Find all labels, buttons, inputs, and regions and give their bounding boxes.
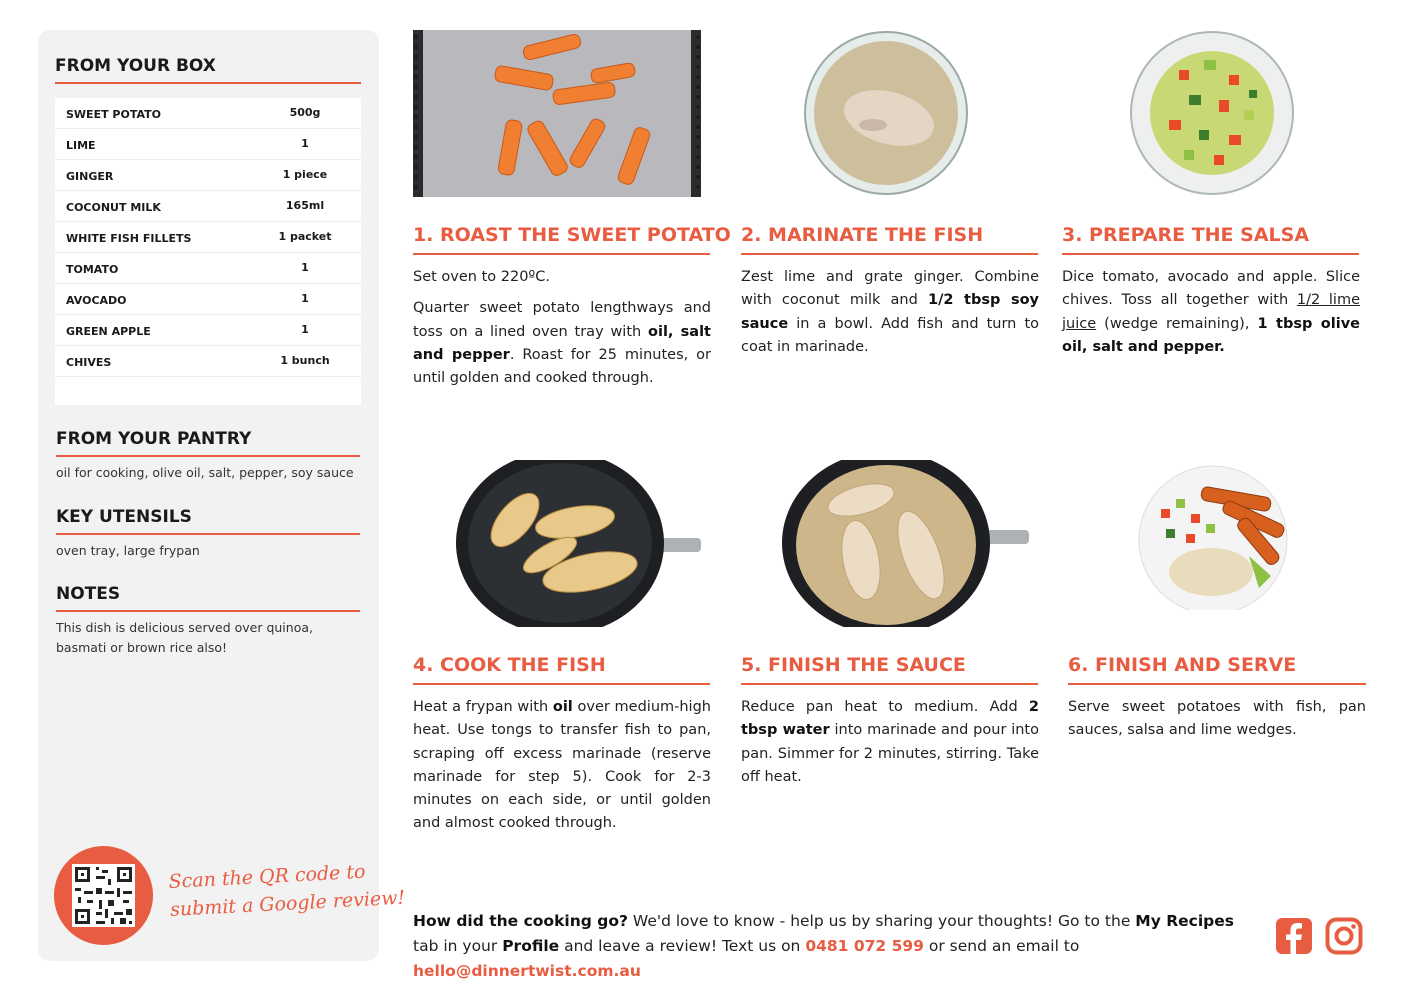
ingredient-qty: 1 bunch <box>280 354 330 367</box>
divider <box>413 683 710 685</box>
ingredient-name: GREEN APPLE <box>66 325 151 338</box>
ingredient-row <box>55 222 361 253</box>
ingredient-row <box>55 160 361 191</box>
divider <box>413 253 710 255</box>
marinate-fish-photo <box>803 30 969 196</box>
step-4-para <box>413 696 711 836</box>
step-6-body <box>1068 696 1366 751</box>
ingredient-name: AVOCADO <box>66 294 127 307</box>
my-recipes-label: My Recipes <box>1135 912 1234 930</box>
step-5-para <box>741 696 1039 789</box>
ingredient-row <box>55 191 361 222</box>
step-text: Heat a frypan with <box>413 699 553 715</box>
divider <box>55 82 361 84</box>
facebook-icon[interactable] <box>1275 917 1313 955</box>
ingredient-name: SWEET POTATO <box>66 108 161 121</box>
ingredient-qty: 1 packet <box>278 230 332 243</box>
step-6-para: Serve sweet potatoes with fish, pan sauces, salsa and lime wedges. <box>1068 699 1366 739</box>
step-bold: 1/2 tbsp soy sauce <box>741 292 1040 332</box>
step-text: over medium-high heat. Use tongs to transfer fish to pan, scraping off excess marinade (reserve marinade for step 5). Cook for 2-3 minutes on each side, or until golden and almost cooked through. <box>413 699 711 832</box>
instagram-icon[interactable] <box>1325 917 1363 955</box>
ingredient-name: TOMATO <box>66 263 119 276</box>
step-3-body <box>1062 266 1360 367</box>
step-bold: oil, salt and pepper <box>413 323 711 363</box>
step-2-body <box>741 266 1039 367</box>
finished-dish-photo <box>1131 464 1295 610</box>
ingredient-name: WHITE FISH FILLETS <box>66 232 192 245</box>
from-your-pantry-title: FROM YOUR PANTRY <box>56 429 252 449</box>
step-1-para-2 <box>413 297 711 390</box>
notes-title: NOTES <box>56 584 121 604</box>
divider <box>741 683 1038 685</box>
profile-label: Profile <box>502 937 560 955</box>
ingredient-qty: 1 <box>301 261 309 274</box>
step-text: Quarter sweet potato lengthways and toss on a lined oven tray with <box>413 300 711 340</box>
step-1-para-1: Set oven to 220ºC. <box>413 269 550 285</box>
footer-text: and leave a review! Text us on <box>559 937 806 955</box>
divider <box>1068 683 1366 685</box>
footer-text: or send an email to <box>923 937 1080 955</box>
ingredient-qty: 500g <box>289 106 321 119</box>
step-3-title: 3. PREPARE THE SALSA <box>1062 224 1310 246</box>
ingredient-name: COCONUT MILK <box>66 201 161 214</box>
ingredient-row <box>55 284 361 315</box>
divider <box>56 455 360 457</box>
step-text: Dice tomato, avocado and apple. Slice chives. Toss all together with <box>1062 269 1360 309</box>
step-text: (wedge remaining), <box>1096 315 1258 332</box>
step-1-body <box>413 266 711 398</box>
cook-fish-photo <box>455 460 701 627</box>
step-1-title: 1. ROAST THE SWEET POTATO <box>413 224 731 246</box>
divider <box>56 610 360 612</box>
step-6-title: 6. FINISH AND SERVE <box>1068 654 1297 676</box>
qr-code-icon[interactable] <box>72 864 135 927</box>
qr-badge <box>54 846 153 945</box>
email-link[interactable]: hello@dinnertwist.com.au <box>413 962 641 980</box>
ingredient-qty: 1 <box>301 323 309 336</box>
utensils-text: oven tray, large frypan <box>56 543 200 558</box>
pantry-text: oil for cooking, olive oil, salt, pepper, soy sauce <box>56 465 354 480</box>
salsa-photo <box>1129 30 1295 196</box>
key-utensils-title: KEY UTENSILS <box>56 507 192 527</box>
step-4-body <box>413 696 711 844</box>
divider <box>56 533 360 535</box>
step-text: . Roast for 25 minutes, or until golden and cooked through. <box>413 346 711 387</box>
divider <box>1062 253 1359 255</box>
ingredient-row <box>55 315 361 346</box>
ingredient-name: GINGER <box>66 170 114 183</box>
phone-link[interactable]: 0481 072 599 <box>805 937 924 955</box>
ingredient-qty: 1 <box>301 137 309 150</box>
step-bold: 2 tbsp water <box>741 699 1039 739</box>
step-5-title: 5. FINISH THE SAUCE <box>741 654 966 676</box>
ingredient-row <box>55 129 361 160</box>
divider <box>741 253 1038 255</box>
roast-sweet-potato-photo <box>413 30 701 197</box>
step-text: in a bowl. Add fish and turn to coat in marinade. <box>741 315 1039 355</box>
step-text: Reduce pan heat to medium. Add <box>741 699 1029 715</box>
ingredient-qty: 1 piece <box>282 168 328 181</box>
ingredients-table <box>55 98 361 405</box>
footer-question: How did the cooking go? <box>413 912 628 930</box>
ingredient-row <box>55 98 361 129</box>
step-text: Zest lime and grate ginger. Combine with coconut milk and <box>741 269 1039 309</box>
finish-sauce-photo <box>781 460 1029 627</box>
ingredient-qty: 165ml <box>285 199 325 212</box>
qr-caption-line2: submit a Google review! <box>169 886 406 921</box>
footer-text: We'd love to know - help us by sharing your thoughts! Go to the <box>627 912 1136 930</box>
step-5-body <box>741 696 1039 797</box>
footer-text: tab in your <box>413 937 503 955</box>
ingredient-name: CHIVES <box>66 356 112 369</box>
from-your-box-title: FROM YOUR BOX <box>55 56 216 76</box>
step-2-para <box>741 266 1039 359</box>
notes-text: This dish is delicious served over quinoa, basmati or brown rice also! <box>56 620 313 655</box>
ingredient-row <box>55 346 361 377</box>
step-4-title: 4. COOK THE FISH <box>413 654 606 676</box>
ingredient-row <box>55 253 361 284</box>
step-3-para <box>1062 266 1360 359</box>
feedback-footer <box>413 909 1263 984</box>
ingredient-qty: 1 <box>301 292 309 305</box>
qr-caption-line1: Scan the QR code to <box>168 860 366 893</box>
step-2-title: 2. MARINATE THE FISH <box>741 224 984 246</box>
ingredient-name: LIME <box>66 139 96 152</box>
step-underlined: 1/2 lime juice <box>1062 292 1360 332</box>
step-bold: 1 tbsp olive oil, salt and pepper. <box>1062 315 1360 355</box>
step-text: into marinade and pour into pan. Simmer for 2 minutes, stirring. Take off heat. <box>741 722 1039 785</box>
step-bold: oil <box>552 699 573 715</box>
